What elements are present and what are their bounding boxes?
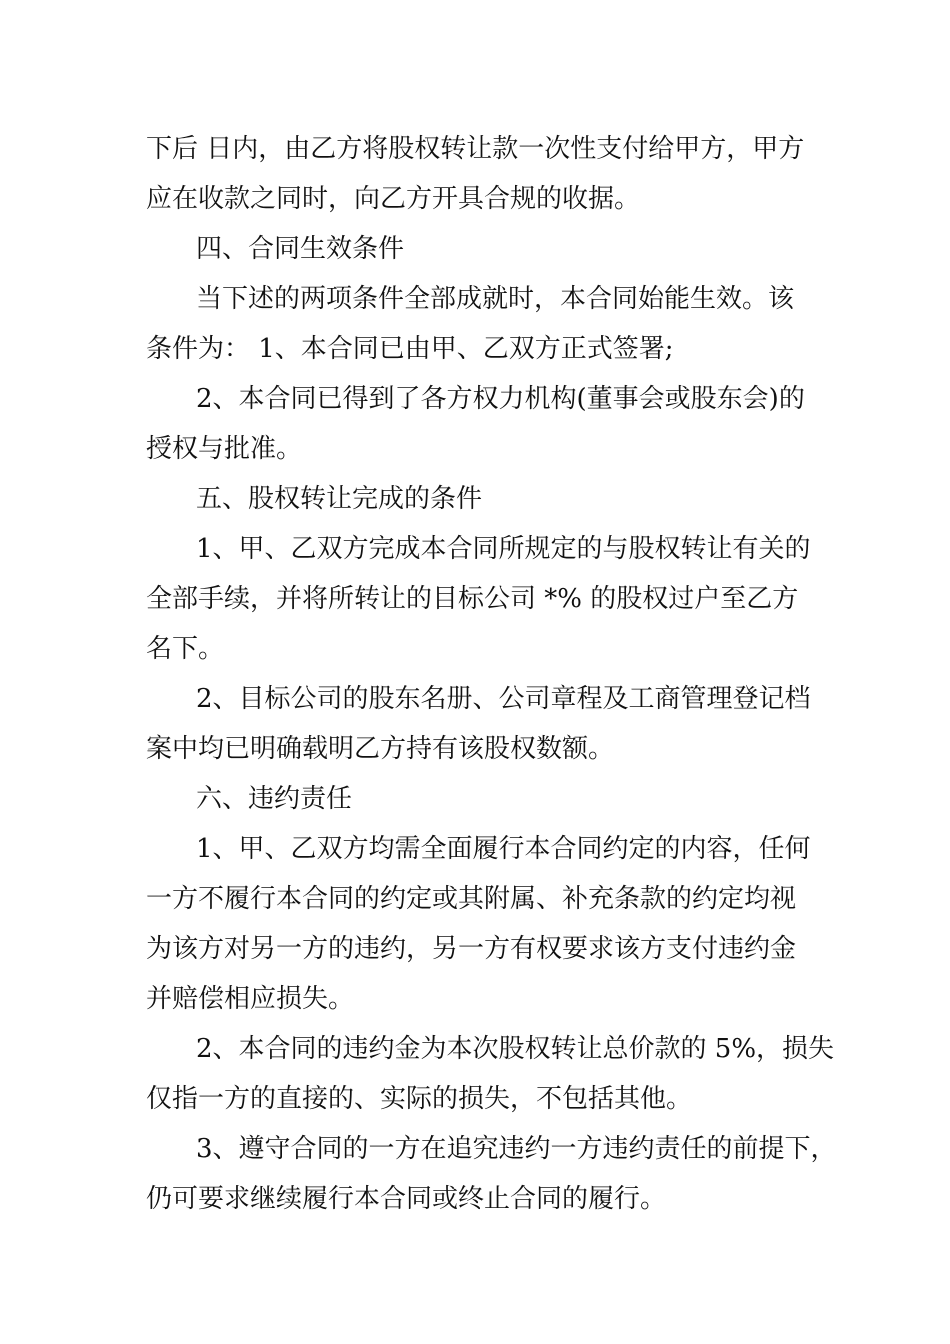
text-line: 名下。 (146, 634, 225, 664)
text-line: 2、本合同已得到了各方权力机构(董事会或股东会)的 (196, 384, 805, 414)
section-heading: 四、合同生效条件 (196, 234, 405, 264)
text-line: 并赔偿相应损失。 (146, 984, 355, 1014)
text-line: 一方不履行本合同的约定或其附属、补充条款的约定均视 (146, 884, 797, 914)
text-line: 为该方对另一方的违约，另一方有权要求该方支付违约金 (146, 934, 797, 964)
text-line: 授权与批准。 (146, 434, 303, 464)
section-heading: 六、违约责任 (196, 784, 353, 814)
text-line: 应在收款之同时，向乙方开具合规的收据。 (146, 184, 641, 214)
text-line: 3、遵守合同的一方在追究违约一方违约责任的前提下， (196, 1134, 837, 1164)
text-line: 当下述的两项条件全部成就时，本合同始能生效。该 (196, 284, 795, 314)
text-line: 下后 日内，由乙方将股权转让款一次性支付给甲方，甲方 (146, 134, 805, 164)
text-line: 2、本合同的违约金为本次股权转让总价款的 5%，损失 (196, 1034, 835, 1064)
text-line: 仅指一方的直接的、实际的损失，不包括其他。 (146, 1084, 693, 1114)
text-line: 1、甲、乙双方均需全面履行本合同约定的内容，任何 (196, 834, 811, 864)
text-line: 条件为： 1、本合同已由甲、乙双方正式签署; (146, 334, 674, 364)
text-line: 全部手续，并将所转让的目标公司 *% 的股权过户至乙方 (146, 584, 799, 614)
text-line: 案中均已明确载明乙方持有该股权数额。 (146, 734, 615, 764)
text-line: 仍可要求继续履行本合同或终止合同的履行。 (146, 1184, 667, 1214)
text-line: 1、甲、乙双方完成本合同所规定的与股权转让有关的 (196, 534, 811, 564)
text-line: 2、目标公司的股东名册、公司章程及工商管理登记档 (196, 684, 811, 714)
section-heading: 五、股权转让完成的条件 (196, 484, 483, 514)
